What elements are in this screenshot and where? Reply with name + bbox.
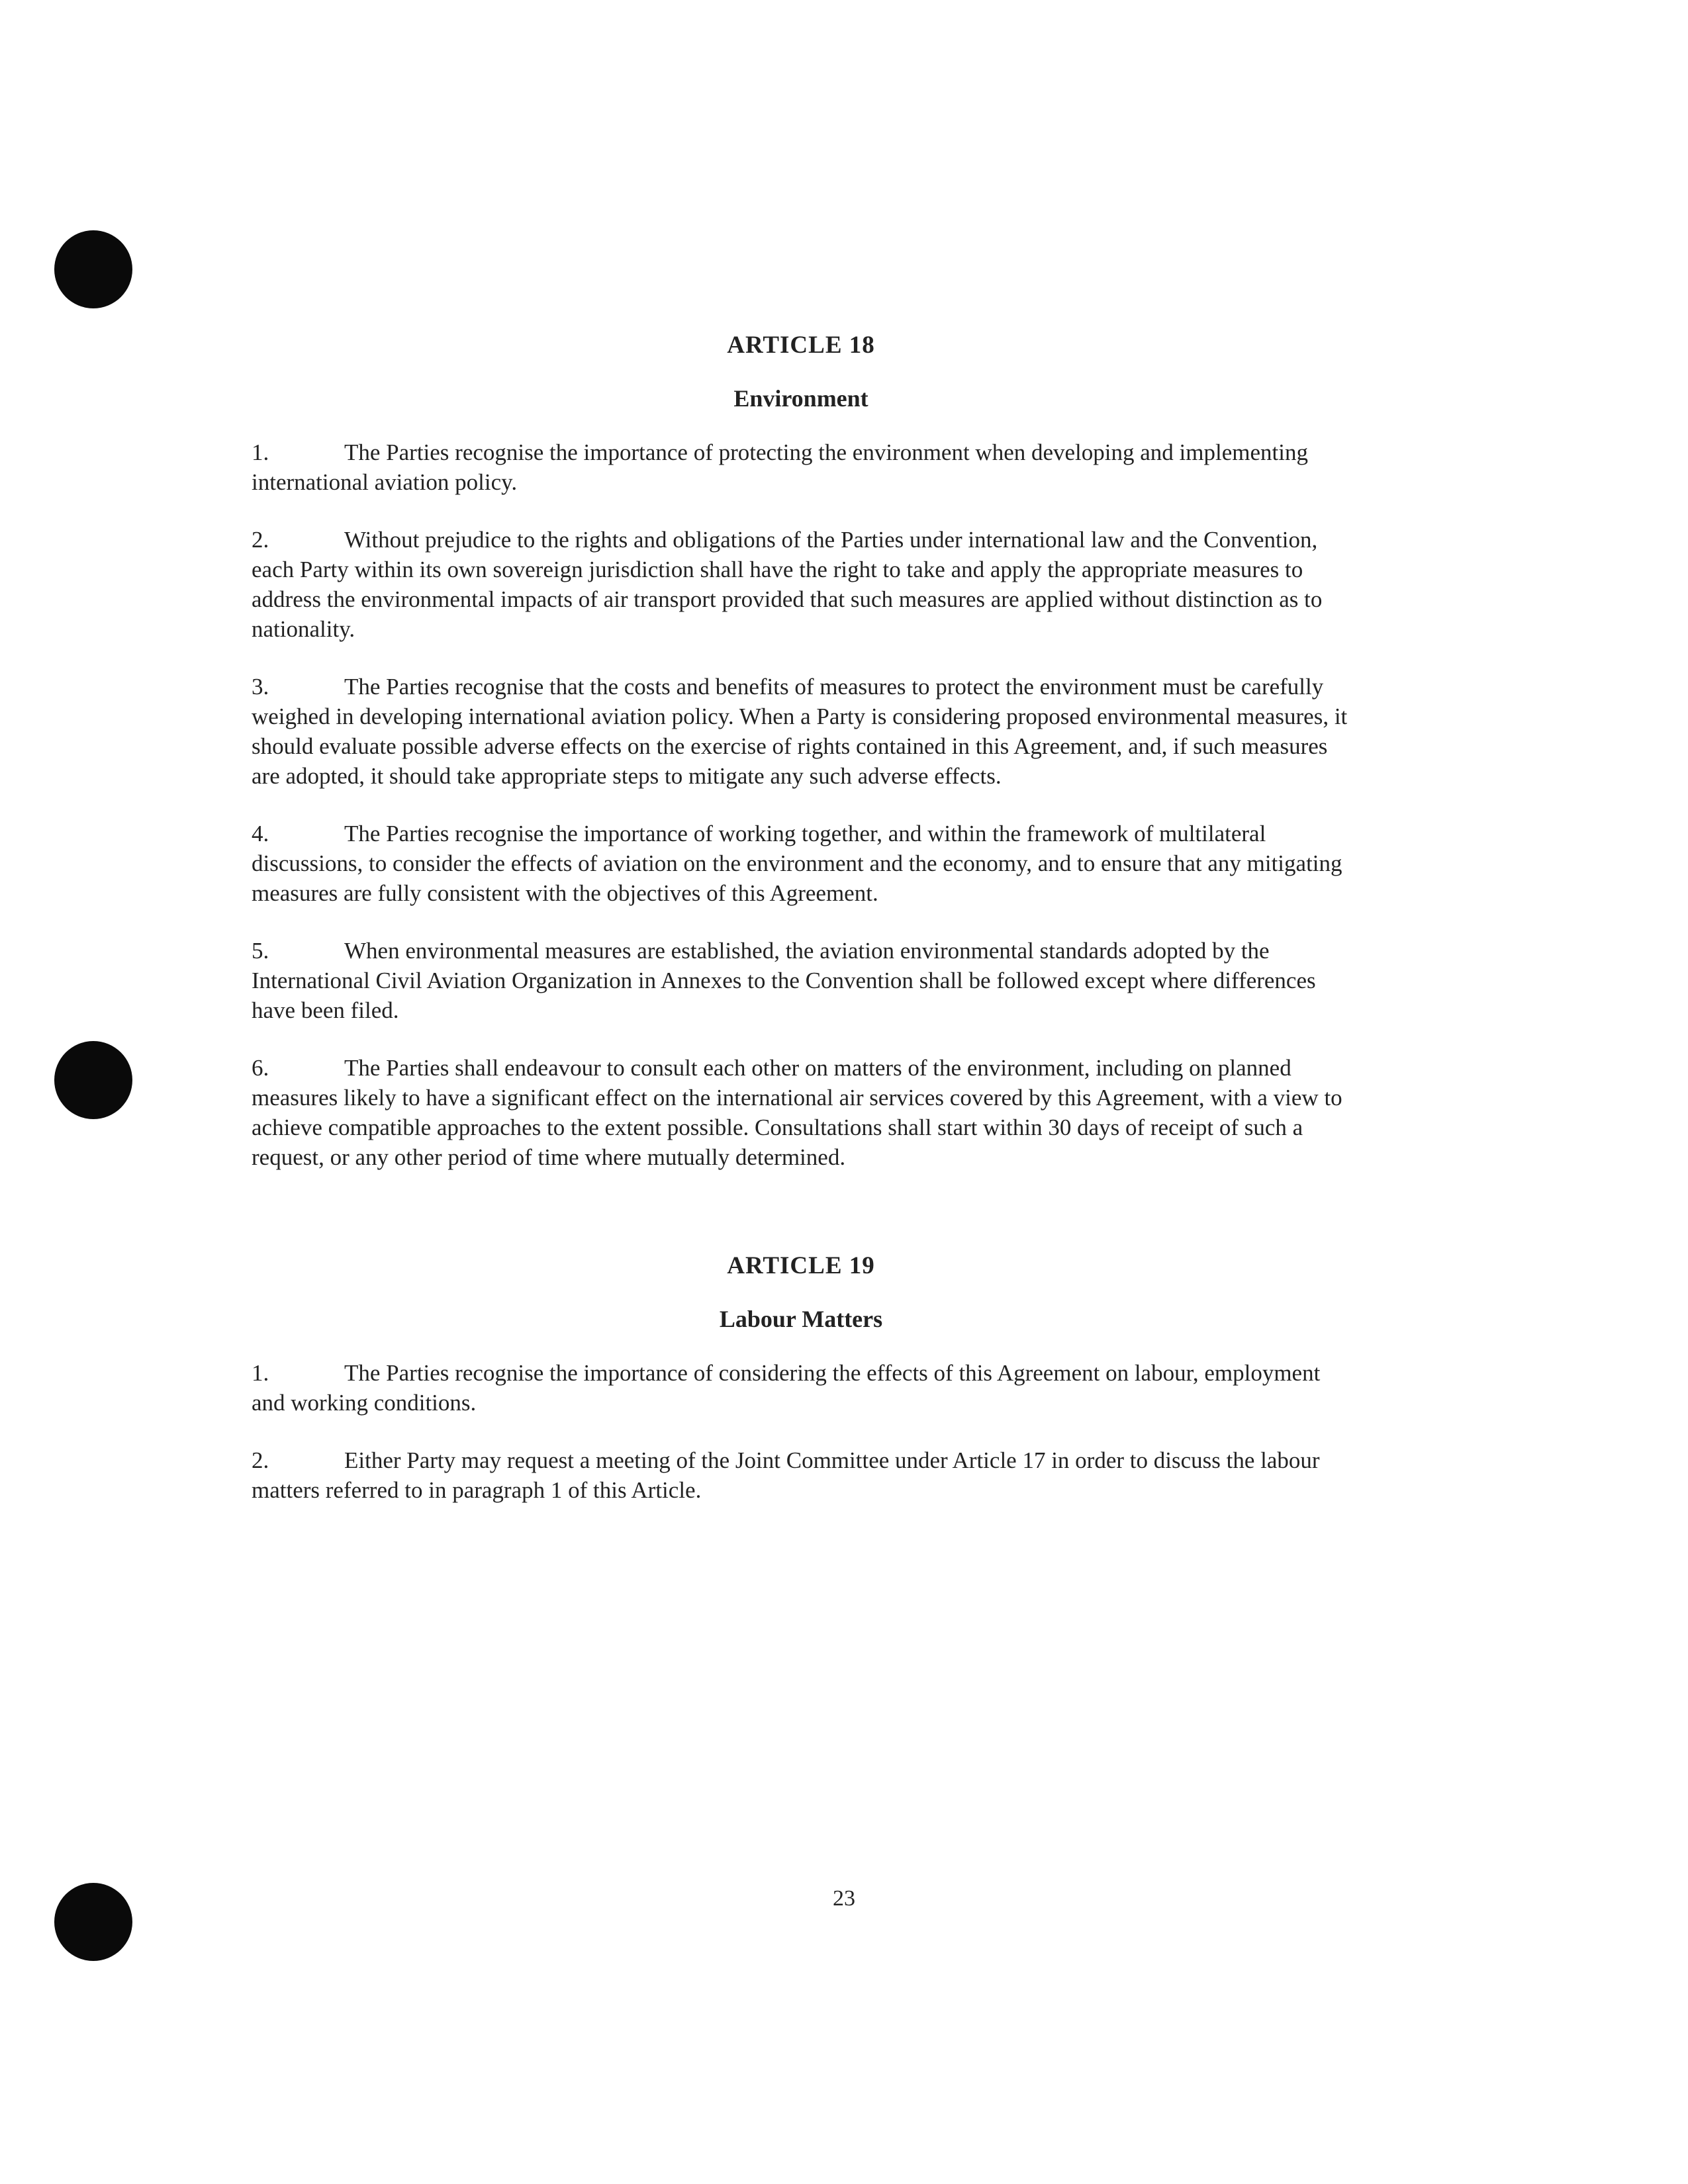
paragraph-text: Without prejudice to the rights and obligations of the Parties under international law and the Convention, each Party within its own sovereign jurisdiction shall have the right to take and apply the appropriate measures to address the environmental impacts of air transport provided that such measures are applied without distinction as to nationality. — [252, 527, 1323, 642]
paragraph-text: The Parties shall endeavour to consult each other on matters of the environment, including on planned measures likely to have a significant effect on the international air services covered by this Agreement, with a view to achieve compatible approaches to the extent possible. Consultations shall start within 30 days of receipt of such a request, or any other period of time where mutually determined. — [252, 1055, 1342, 1170]
paragraph-text: The Parties recognise that the costs and benefits of measures to protect the environment must be carefully weighed in developing international aviation policy. When a Party is considering proposed environmental measures, it should evaluate possible adverse effects on the exercise of rights contained in this Agreement, and, if such measures are adopted, it should take appropriate steps to mitigate any such adverse effects. — [252, 674, 1348, 789]
paragraph-text: The Parties recognise the importance of working together, and within the framework of multilateral discussions, to consider the effects of aviation on the environment and the economy, and to ensure that any mitigating measures are fully consistent with the objectives of this Agreement. — [252, 821, 1342, 906]
paragraph-number: 4. — [252, 821, 269, 846]
article-title: Labour Matters — [719, 1306, 883, 1332]
page-number: 23 — [833, 1886, 855, 1911]
paragraph-text: Either Party may request a meeting of the Joint Committee under Article 17 in order to discuss the labour matters referred to in paragraph 1 of this Article. — [252, 1447, 1320, 1503]
paragraph-number: 3. — [252, 674, 269, 700]
paragraph — [252, 1358, 1350, 1418]
article-19 — [252, 1251, 1350, 1505]
paragraph — [252, 1445, 1350, 1505]
paragraph — [252, 525, 1350, 644]
article-18 — [252, 331, 1350, 1172]
document-body — [252, 331, 1350, 1533]
paragraph-number: 2. — [252, 1447, 269, 1473]
article-title: Environment — [733, 385, 868, 412]
paragraph — [252, 672, 1350, 791]
article-heading: ARTICLE 18 — [727, 332, 875, 359]
punch-hole-middle — [54, 1041, 132, 1119]
paragraph-number: 1. — [252, 1360, 269, 1386]
paragraph-number: 2. — [252, 527, 269, 553]
punch-hole-top — [54, 230, 132, 308]
paragraph — [252, 437, 1350, 497]
paragraph — [252, 936, 1350, 1025]
paragraph — [252, 819, 1350, 908]
paragraph-number: 5. — [252, 938, 269, 964]
paragraph-text: The Parties recognise the importance of considering the effects of this Agreement on labour, employment and working conditions. — [252, 1360, 1321, 1416]
paragraph-number: 6. — [252, 1055, 269, 1081]
paragraph-number: 1. — [252, 439, 269, 465]
article-heading: ARTICLE 19 — [727, 1252, 875, 1279]
paragraph-text: When environmental measures are established, the aviation environmental standards adopted by the International Civil Aviation Organization in Annexes to the Convention shall be followed except where differences have been filed. — [252, 938, 1316, 1023]
paragraph-text: The Parties recognise the importance of protecting the environment when developing and implementing international aviation policy. — [252, 439, 1308, 495]
paragraph — [252, 1053, 1350, 1172]
